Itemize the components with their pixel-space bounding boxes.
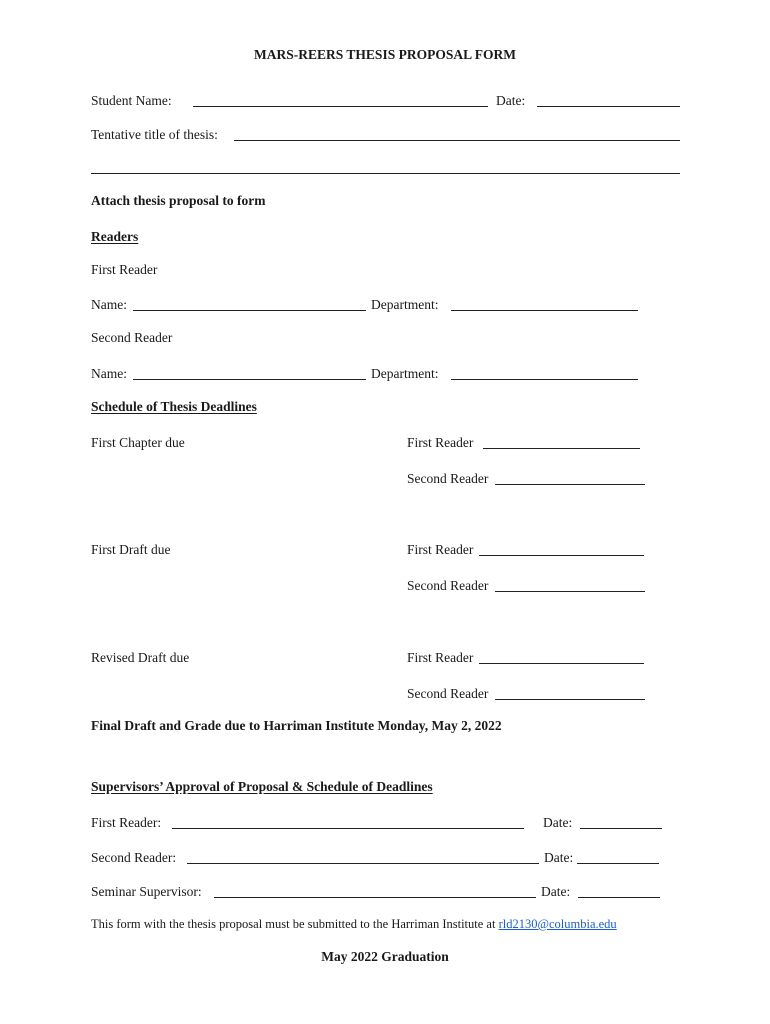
student-date-label: Date: bbox=[496, 93, 526, 108]
second-reader-name-label: Name: bbox=[91, 366, 127, 381]
thesis-title-field-line2[interactable] bbox=[91, 173, 680, 174]
form-title: MARS-REERS THESIS PROPOSAL FORM bbox=[254, 47, 516, 62]
second-reader-heading: Second Reader bbox=[91, 330, 173, 345]
approval-first-reader-label: First Reader: bbox=[91, 815, 162, 830]
first-draft-first-reader-label: First Reader bbox=[407, 542, 474, 557]
revised-draft-second-reader-label: Second Reader bbox=[407, 686, 489, 701]
student-name-label: Student Name: bbox=[91, 93, 172, 108]
approval-first-reader-date-field[interactable] bbox=[580, 828, 662, 829]
approval-seminar-supervisor-date-label: Date: bbox=[541, 884, 571, 899]
schedule-heading: Schedule of Thesis Deadlines bbox=[91, 399, 257, 414]
second-reader-department-label: Department: bbox=[371, 366, 439, 381]
approval-seminar-supervisor-label: Seminar Supervisor: bbox=[91, 884, 202, 899]
student-date-field[interactable] bbox=[537, 106, 680, 107]
approval-second-reader-date-label: Date: bbox=[544, 850, 574, 865]
first-reader-department-field[interactable] bbox=[451, 310, 638, 311]
first-chapter-first-reader-label: First Reader bbox=[407, 435, 474, 450]
attach-note: Attach thesis proposal to form bbox=[91, 193, 266, 208]
revised-draft-first-reader-field[interactable] bbox=[479, 663, 644, 664]
first-chapter-second-reader-field[interactable] bbox=[495, 484, 645, 485]
approval-first-reader-signature[interactable] bbox=[172, 828, 524, 829]
graduation-label: May 2022 Graduation bbox=[321, 949, 449, 964]
approval-second-reader-label: Second Reader: bbox=[91, 850, 177, 865]
revised-draft-first-reader-label: First Reader bbox=[407, 650, 474, 665]
revised-draft-due: Revised Draft due bbox=[91, 650, 190, 665]
first-chapter-due: First Chapter due bbox=[91, 435, 185, 450]
readers-heading: Readers bbox=[91, 229, 139, 244]
first-draft-second-reader-field[interactable] bbox=[495, 591, 645, 592]
approval-second-reader-date-field[interactable] bbox=[577, 863, 659, 864]
thesis-title-label: Tentative title of thesis: bbox=[91, 127, 218, 142]
first-chapter-first-reader-field[interactable] bbox=[483, 448, 640, 449]
second-reader-department-field[interactable] bbox=[451, 379, 638, 380]
first-draft-first-reader-field[interactable] bbox=[479, 555, 644, 556]
first-draft-second-reader-label: Second Reader bbox=[407, 578, 489, 593]
revised-draft-second-reader-field[interactable] bbox=[495, 699, 645, 700]
approval-heading: Supervisors’ Approval of Proposal & Schedule of Deadlines bbox=[91, 779, 433, 794]
submission-text: This form with the thesis proposal must be submitted to the Harriman Institute at bbox=[91, 917, 496, 931]
second-reader-name-field[interactable] bbox=[133, 379, 366, 380]
student-name-field[interactable] bbox=[193, 106, 488, 107]
thesis-title-field[interactable] bbox=[234, 140, 680, 141]
first-reader-name-field[interactable] bbox=[133, 310, 366, 311]
approval-seminar-supervisor-date-field[interactable] bbox=[578, 897, 660, 898]
final-draft-note: Final Draft and Grade due to Harriman Institute Monday, May 2, 2022 bbox=[91, 718, 502, 733]
email-link[interactable]: rld2130@columbia.edu bbox=[498, 917, 617, 931]
first-reader-name-label: Name: bbox=[91, 297, 127, 312]
approval-seminar-supervisor-signature[interactable] bbox=[214, 897, 536, 898]
first-reader-department-label: Department: bbox=[371, 297, 439, 312]
submission-note bbox=[91, 918, 617, 931]
first-chapter-second-reader-label: Second Reader bbox=[407, 471, 489, 486]
first-reader-heading: First Reader bbox=[91, 262, 158, 277]
first-draft-due: First Draft due bbox=[91, 542, 171, 557]
approval-first-reader-date-label: Date: bbox=[543, 815, 573, 830]
approval-second-reader-signature[interactable] bbox=[187, 863, 539, 864]
